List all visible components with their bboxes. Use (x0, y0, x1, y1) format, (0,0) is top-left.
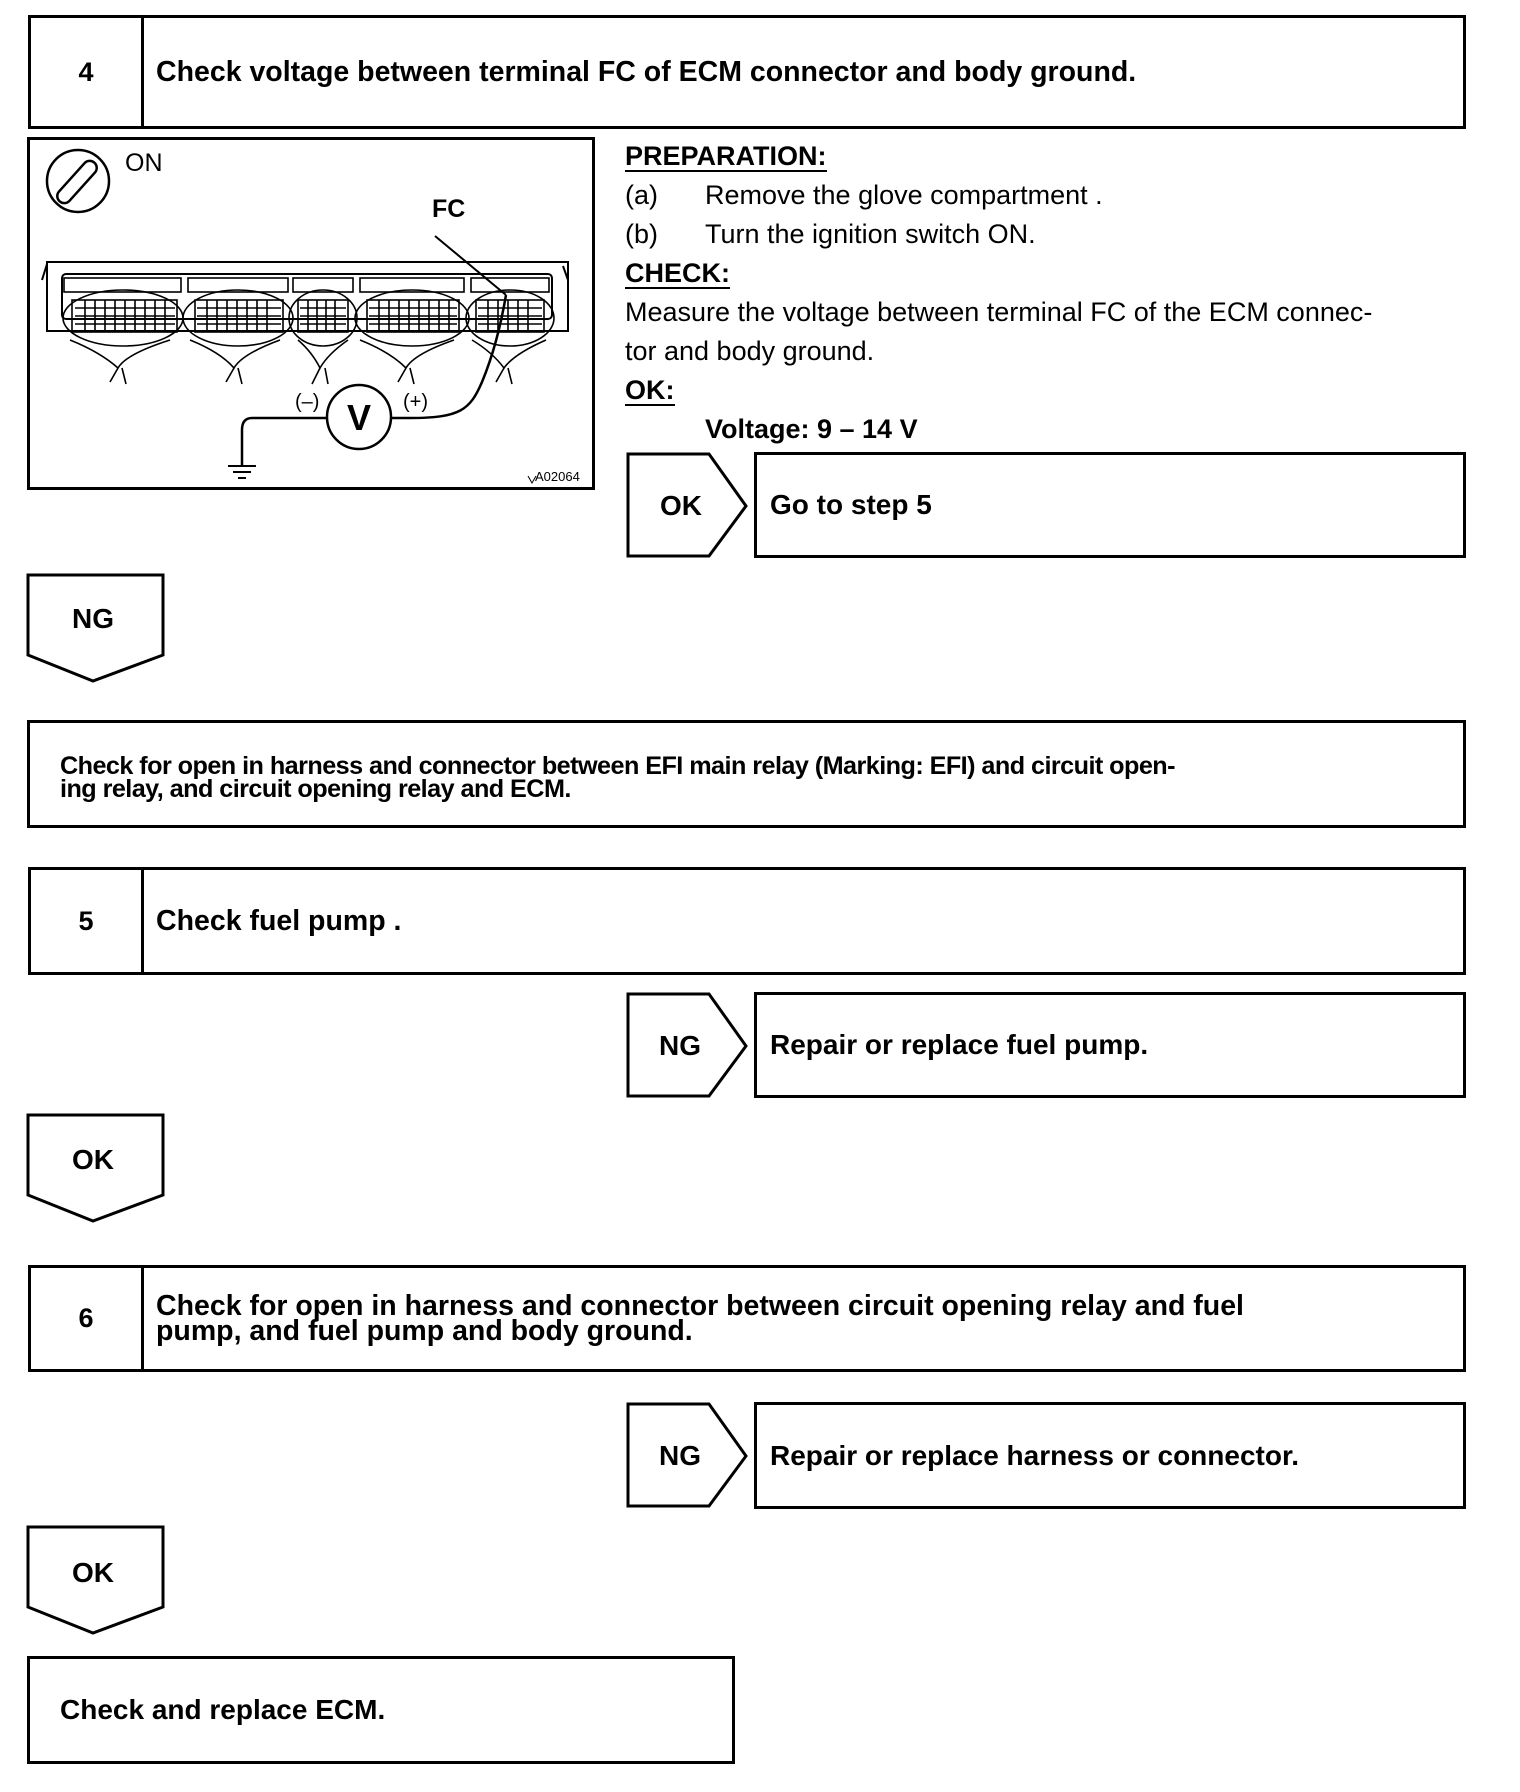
ground-icon (228, 466, 256, 478)
ok-arrow-label: OK (72, 1557, 114, 1588)
ng-result-box[interactable] (754, 1402, 1466, 1509)
ng-result-box[interactable] (754, 992, 1466, 1098)
step-title: Check voltage between terminal FC of ECM connector and body ground. (156, 56, 1137, 88)
check-text-line: tor and body ground. (625, 336, 875, 366)
voltmeter-icon (327, 385, 391, 449)
step-number: 6 (31, 1268, 144, 1369)
check-text-line: Measure the voltage between terminal FC of the ECM connec- (625, 297, 1373, 327)
prep-item: (b) Turn the ignition switch ON. (625, 219, 1036, 249)
step-title: Check fuel pump . (156, 905, 402, 937)
ok-arrow-label: OK (660, 490, 702, 521)
preparation-heading: PREPARATION: (625, 141, 827, 171)
ng-result-text: Repair or replace fuel pump. (770, 1029, 1149, 1060)
step-4-header (28, 15, 1466, 129)
ng-result-line: ing relay, and circuit opening relay and ECM. (60, 775, 571, 803)
figure-id: A02064 (535, 469, 580, 484)
ng-arrow-label: NG (659, 1440, 701, 1471)
check-heading: CHECK: (625, 258, 730, 288)
step-title: Check for open in harness and connector between circuit opening relay and fuel pump, and fuel pump and body ground. (156, 1289, 1244, 1347)
ecm-body (42, 262, 568, 331)
step-6-header (28, 1265, 1466, 1372)
fc-terminal-label: FC (432, 195, 466, 223)
ok-spec: Voltage: 9 – 14 V (705, 414, 918, 444)
ok-heading: OK: (625, 375, 675, 405)
ng-arrow-label: NG (659, 1030, 701, 1061)
negative-lead-label: (–) (295, 391, 320, 413)
step-number: 5 (31, 870, 144, 972)
diagram-svg (30, 140, 592, 487)
step-5-header (28, 867, 1466, 975)
ng-arrow-label: NG (72, 603, 114, 634)
procedure-text (625, 137, 1470, 449)
ng-result-text: Repair or replace harness or connector. (770, 1439, 1300, 1471)
ignition-on-label: ON (125, 149, 163, 177)
ignition-switch-icon (47, 150, 109, 212)
ecm-connector-diagram (27, 137, 595, 490)
prep-item: (a) Remove the glove compartment . (625, 180, 1103, 210)
step-number: 4 (31, 18, 144, 126)
ng-result-line: Check for open in harness and connector between EFI main relay (Marking: EFI) and circuit open- (60, 752, 1175, 780)
svg-text:V: V (346, 397, 372, 438)
final-result-text: Check and replace ECM. (60, 1694, 386, 1725)
ng-result-box[interactable] (27, 720, 1466, 828)
ok-result-box[interactable] (754, 452, 1466, 558)
ok-arrow-label: OK (72, 1144, 114, 1175)
ok-result-text: Go to step 5 (770, 489, 932, 520)
final-result-box[interactable] (27, 1656, 735, 1764)
positive-lead-label: (+) (403, 391, 428, 413)
